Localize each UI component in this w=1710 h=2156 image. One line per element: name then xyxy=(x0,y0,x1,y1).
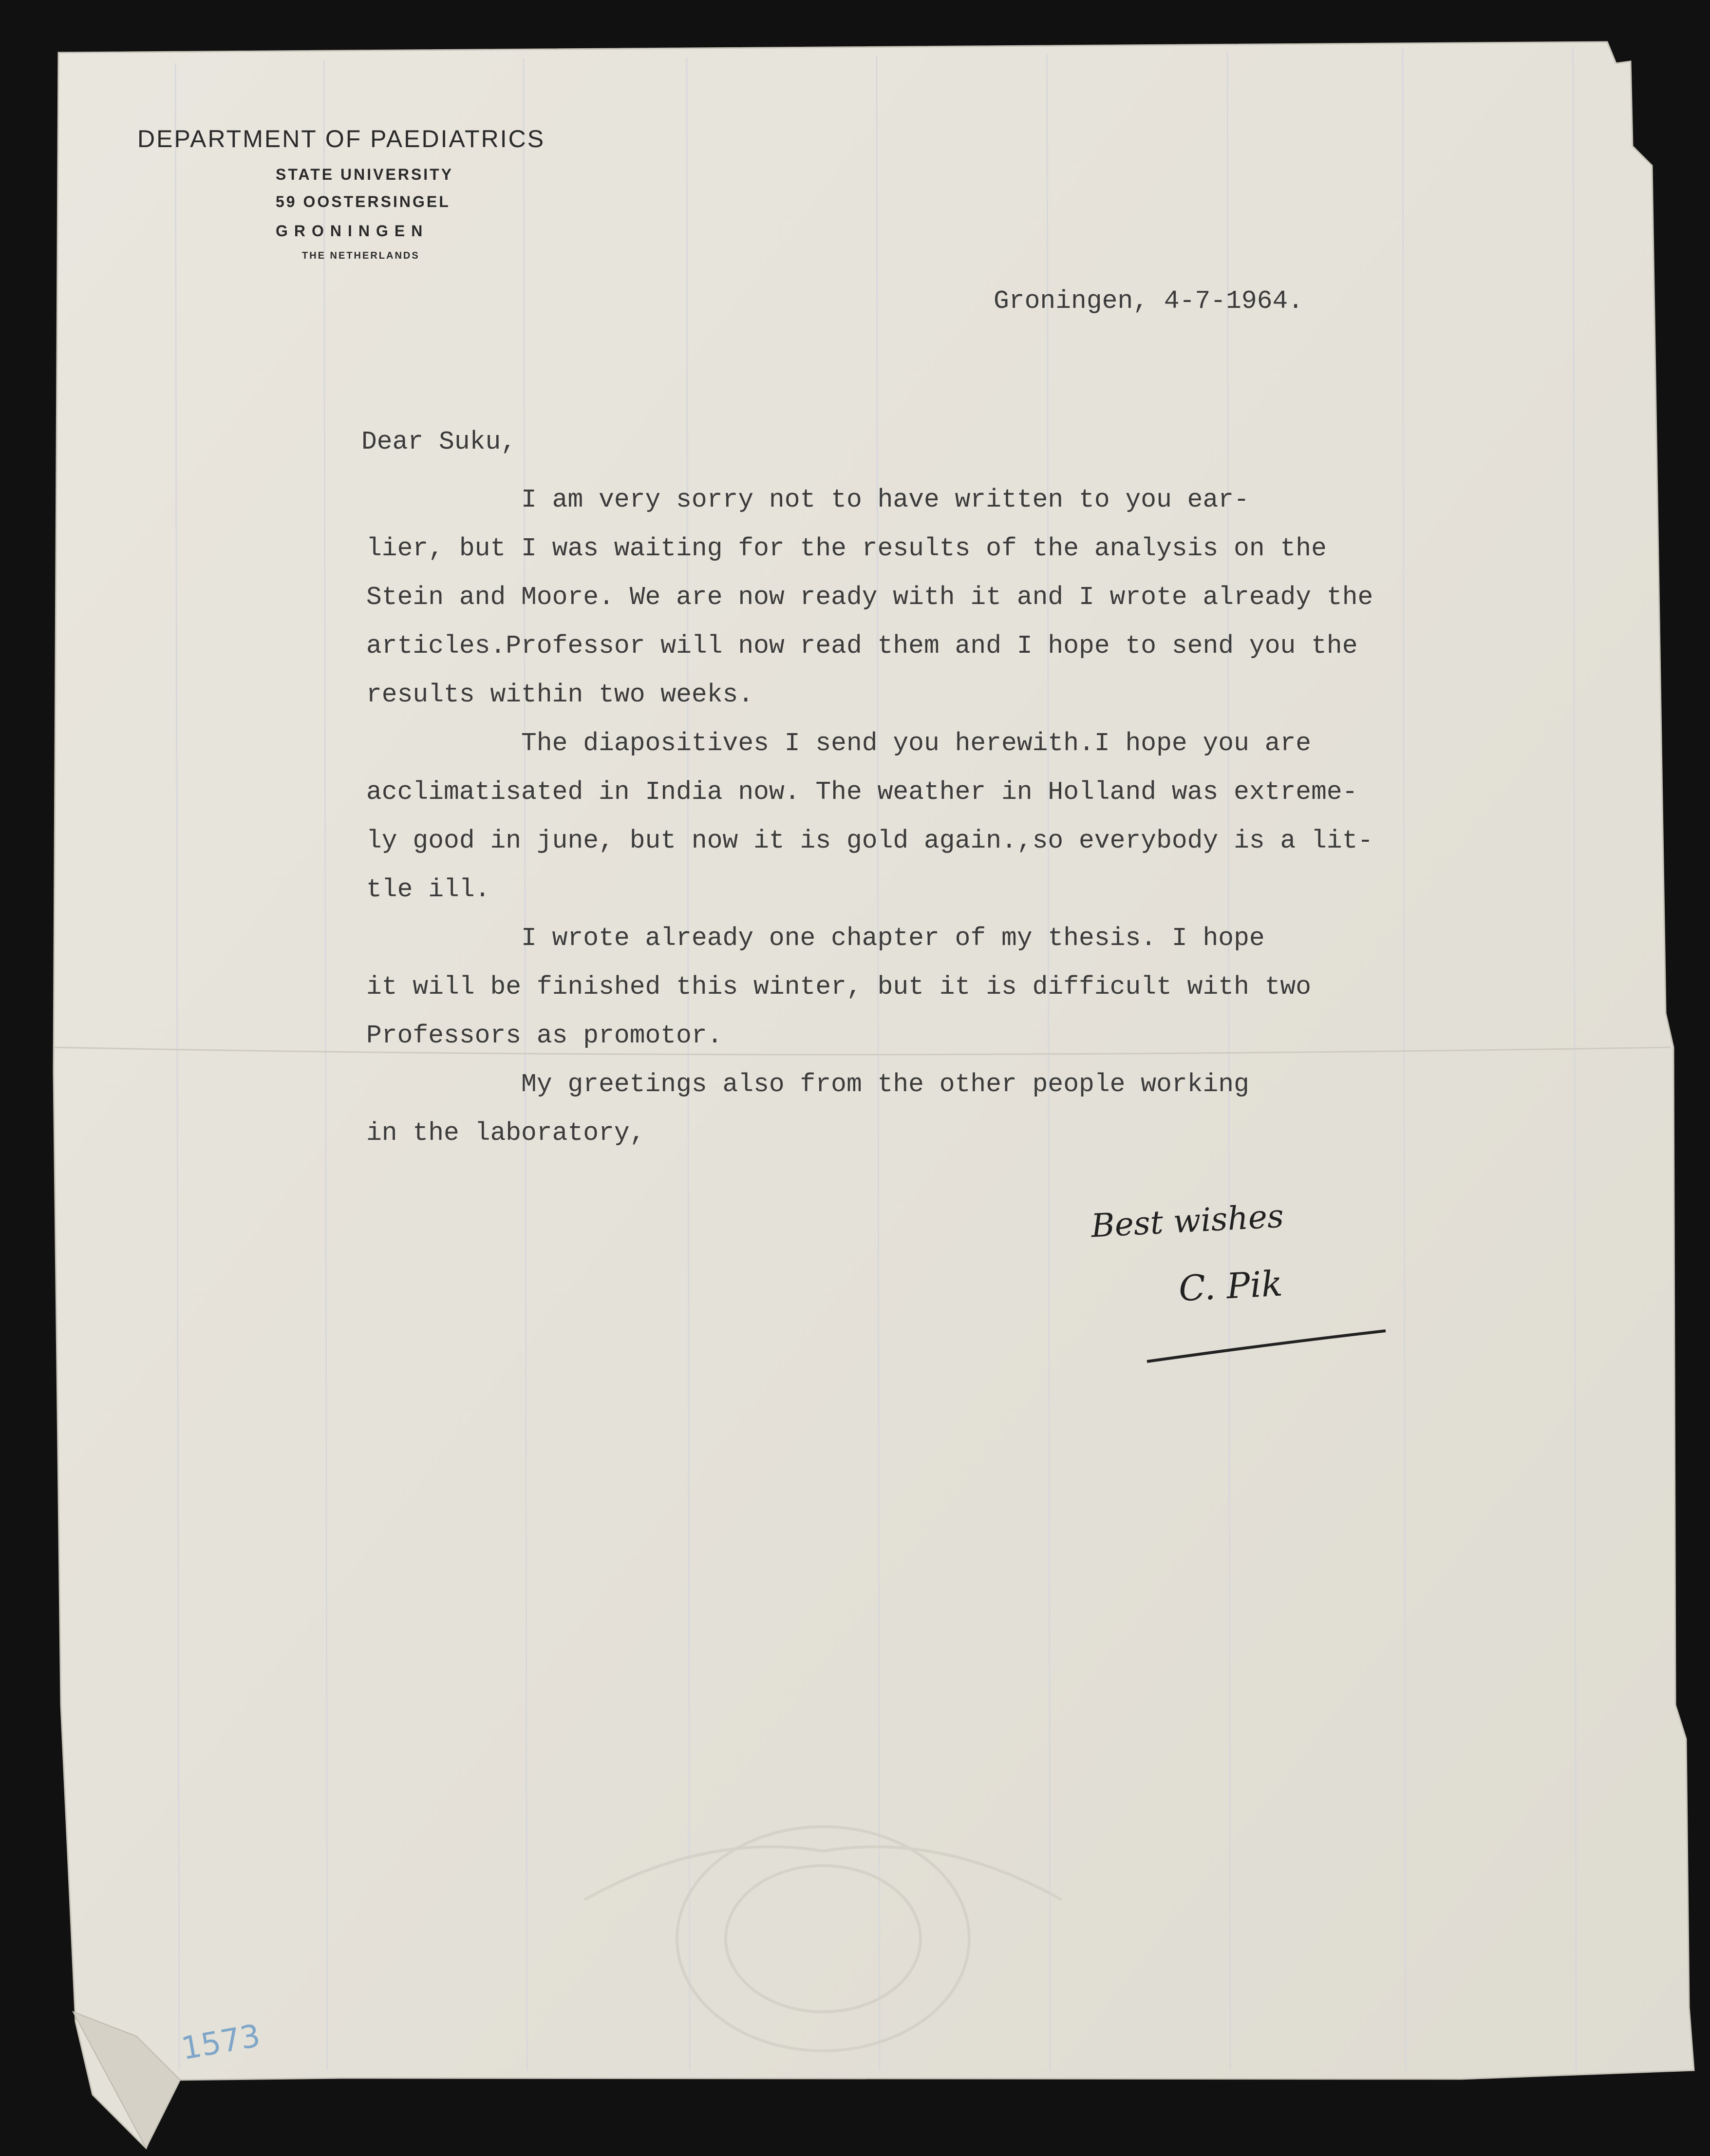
letter-line: Stein and Moore. We are now ready with it and I wrote already the xyxy=(366,583,1373,612)
letter-line: in the laboratory, xyxy=(366,1118,645,1148)
letterhead-country: THE NETHERLANDS xyxy=(302,250,420,261)
letter-line: tle ill. xyxy=(366,875,490,904)
letter-line: lier, but I was waiting for the results of the analysis on the xyxy=(366,534,1327,563)
letterhead-address: 59 OOSTERSINGEL xyxy=(276,193,451,210)
letter-line: I am very sorry not to have written to you ear- xyxy=(366,485,1249,514)
handwritten-signature: C. Pik xyxy=(1177,1263,1284,1309)
handwritten-closing: Best wishes xyxy=(1090,1197,1285,1245)
letterhead-department: DEPARTMENT OF PAEDIATRICS xyxy=(137,125,545,152)
letter-line: ly good in june, but now it is gold again.,so everybody is a lit- xyxy=(366,826,1373,855)
letter-line: acclimatisated in India now. The weather in Holland was extreme- xyxy=(366,777,1358,807)
letter-line: My greetings also from the other people working xyxy=(366,1070,1249,1099)
letter-line: results within two weeks. xyxy=(366,680,754,709)
letter-line: The diapositives I send you herewith.I hope you are xyxy=(366,729,1312,758)
letter-line: it will be finished this winter, but it is difficult with two xyxy=(366,972,1312,1002)
letterhead-university: STATE UNIVERSITY xyxy=(276,166,454,183)
letter-line: articles.Professor will now read them and I hope to send you the xyxy=(366,631,1358,661)
letter-date: Groningen, 4-7-1964. xyxy=(994,286,1304,316)
letter-line: I wrote already one chapter of my thesis. I hope xyxy=(366,924,1265,953)
archive-number-mark: 1573 xyxy=(178,2018,263,2067)
letter-line: Professors as promotor. xyxy=(366,1021,723,1050)
letterhead-city: GRONINGEN xyxy=(276,222,429,240)
letter-greeting: Dear Suku, xyxy=(361,427,517,456)
